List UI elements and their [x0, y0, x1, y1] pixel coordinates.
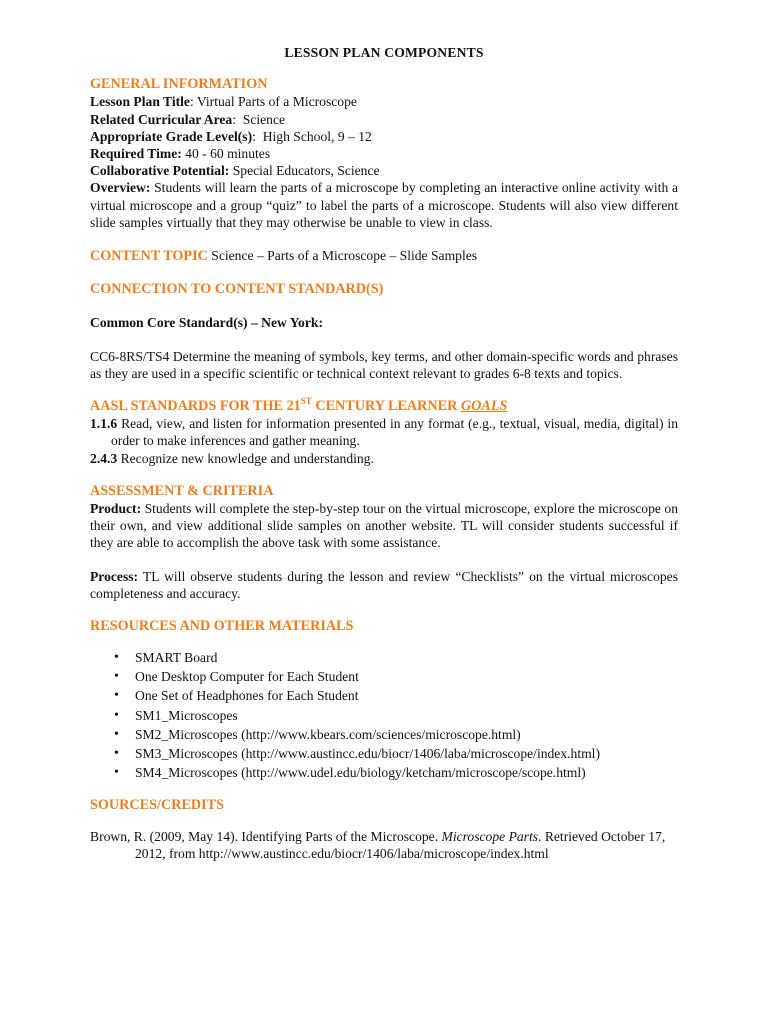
field-value: 40 - 60 minutes: [181, 146, 271, 162]
content-topic-line: [90, 247, 678, 265]
aasl-heading-pre: AASL STANDARDS FOR THE 21: [90, 398, 301, 415]
product-text: Students will complete the step-by-step tour on the virtual microscope, explore the microscope on their own, and view additional slide samples on another website. TL will consider students successful if they are able to accomplish the above task with some assistance.: [90, 501, 678, 551]
content-topic-heading: CONTENT TOPIC: [90, 248, 208, 265]
citation-italic-title: Microscope Parts: [441, 829, 539, 845]
citation-post: . Retrieved October 17, 2012, from http://www.austincc.edu/biocr/1406/laba/microscope/index.html: [135, 829, 666, 862]
list-item: • SM2_Microscopes (http://www.kbears.com/sciences/microscope.html): [114, 726, 678, 743]
process-paragraph: [90, 568, 678, 602]
field-separator: :: [189, 94, 194, 110]
general-information-heading: GENERAL INFORMATION: [90, 76, 268, 93]
aasl-heading-superscript: ST: [300, 396, 312, 407]
aasl-goals-label: GOALS: [460, 398, 508, 415]
list-item: • One Set of Headphones for Each Student: [114, 687, 678, 704]
field-value: High School, 9 – 12: [255, 128, 372, 144]
field-label: Collaborative Potential:: [90, 163, 230, 179]
resources-list: [90, 649, 678, 781]
overview-text: Students will learn the parts of a microscope by completing an interactive online activity with a virtual microscope and a group “quiz” to label the parts of a microscope. Students will also view different slide samples virtually that they may otherwise be unable to view in class.: [90, 180, 678, 230]
assessment-criteria-heading: ASSESSMENT & CRITERIA: [90, 482, 274, 499]
product-paragraph: [90, 500, 678, 552]
field-label: Related Curricular Area: [90, 111, 233, 127]
citation-pre: Brown, R. (2009, May 14). Identifying Parts of the Microscope.: [90, 829, 442, 845]
aasl-standards-heading: [90, 398, 678, 415]
required-time-field: [90, 145, 678, 162]
content-topic-text: Science – Parts of a Microscope – Slide Samples: [207, 248, 478, 264]
common-core-standard-text: CC6-8RS/TS4 Determine the meaning of symbols, key terms, and other domain-specific words and phrases as they are used in a specific scientific or technical context relevant to grades 6-8 texts and topics.: [90, 348, 678, 381]
citation: [90, 828, 678, 862]
list-item: • SMART Board: [114, 649, 678, 666]
overview-paragraph: [90, 179, 678, 231]
field-label: Required Time:: [90, 146, 182, 162]
document-title: LESSON PLAN COMPONENTS: [284, 45, 484, 60]
field-separator: :: [252, 128, 256, 144]
resources-materials-heading: RESOURCES AND OTHER MATERIALS: [90, 618, 354, 635]
common-core-subheading: Common Core Standard(s) – New York:: [90, 315, 323, 331]
product-label: Product:: [90, 501, 142, 517]
process-text: TL will observe students during the lesson and review “Checklists” on the virtual microscopes completeness and accuracy.: [90, 568, 678, 601]
lesson-plan-title-field: [90, 93, 678, 110]
aasl-standard-item: [90, 415, 678, 449]
process-label: Process:: [90, 568, 139, 584]
standard-text: Read, view, and listen for information presented in any format (e.g., textual, visual, media, digital) in order to make inferences and gather meaning.: [111, 416, 678, 449]
standard-code: 2.4.3: [90, 450, 118, 466]
standard-code: 1.1.6: [90, 416, 118, 432]
list-item: • SM1_Microscopes: [114, 707, 678, 724]
field-value: Virtual Parts of a Microscope: [193, 94, 357, 110]
aasl-standard-item: [90, 450, 678, 467]
overview-label: Overview:: [90, 180, 151, 196]
grade-level-field: [90, 128, 678, 145]
field-value: Science: [235, 111, 286, 127]
connection-standards-heading: CONNECTION TO CONTENT STANDARD(S): [90, 281, 384, 298]
aasl-heading-post: CENTURY LEARNER: [311, 398, 461, 415]
standard-text: Recognize new knowledge and understanding.: [117, 450, 374, 466]
list-item: • SM4_Microscopes (http://www.udel.edu/biology/ketcham/microscope/scope.html): [114, 764, 678, 781]
sources-credits-heading: SOURCES/CREDITS: [90, 797, 225, 814]
field-value: Special Educators, Science: [229, 163, 380, 179]
field-separator: :: [232, 111, 236, 127]
collaborative-potential-field: [90, 162, 678, 179]
field-label: Lesson Plan Title: [90, 94, 190, 110]
field-label: Appropriate Grade Level(s): [90, 128, 253, 144]
curricular-area-field: [90, 111, 678, 128]
list-item: • SM3_Microscopes (http://www.austincc.edu/biocr/1406/laba/microscope/index.html): [114, 745, 678, 762]
list-item: • One Desktop Computer for Each Student: [114, 668, 678, 685]
